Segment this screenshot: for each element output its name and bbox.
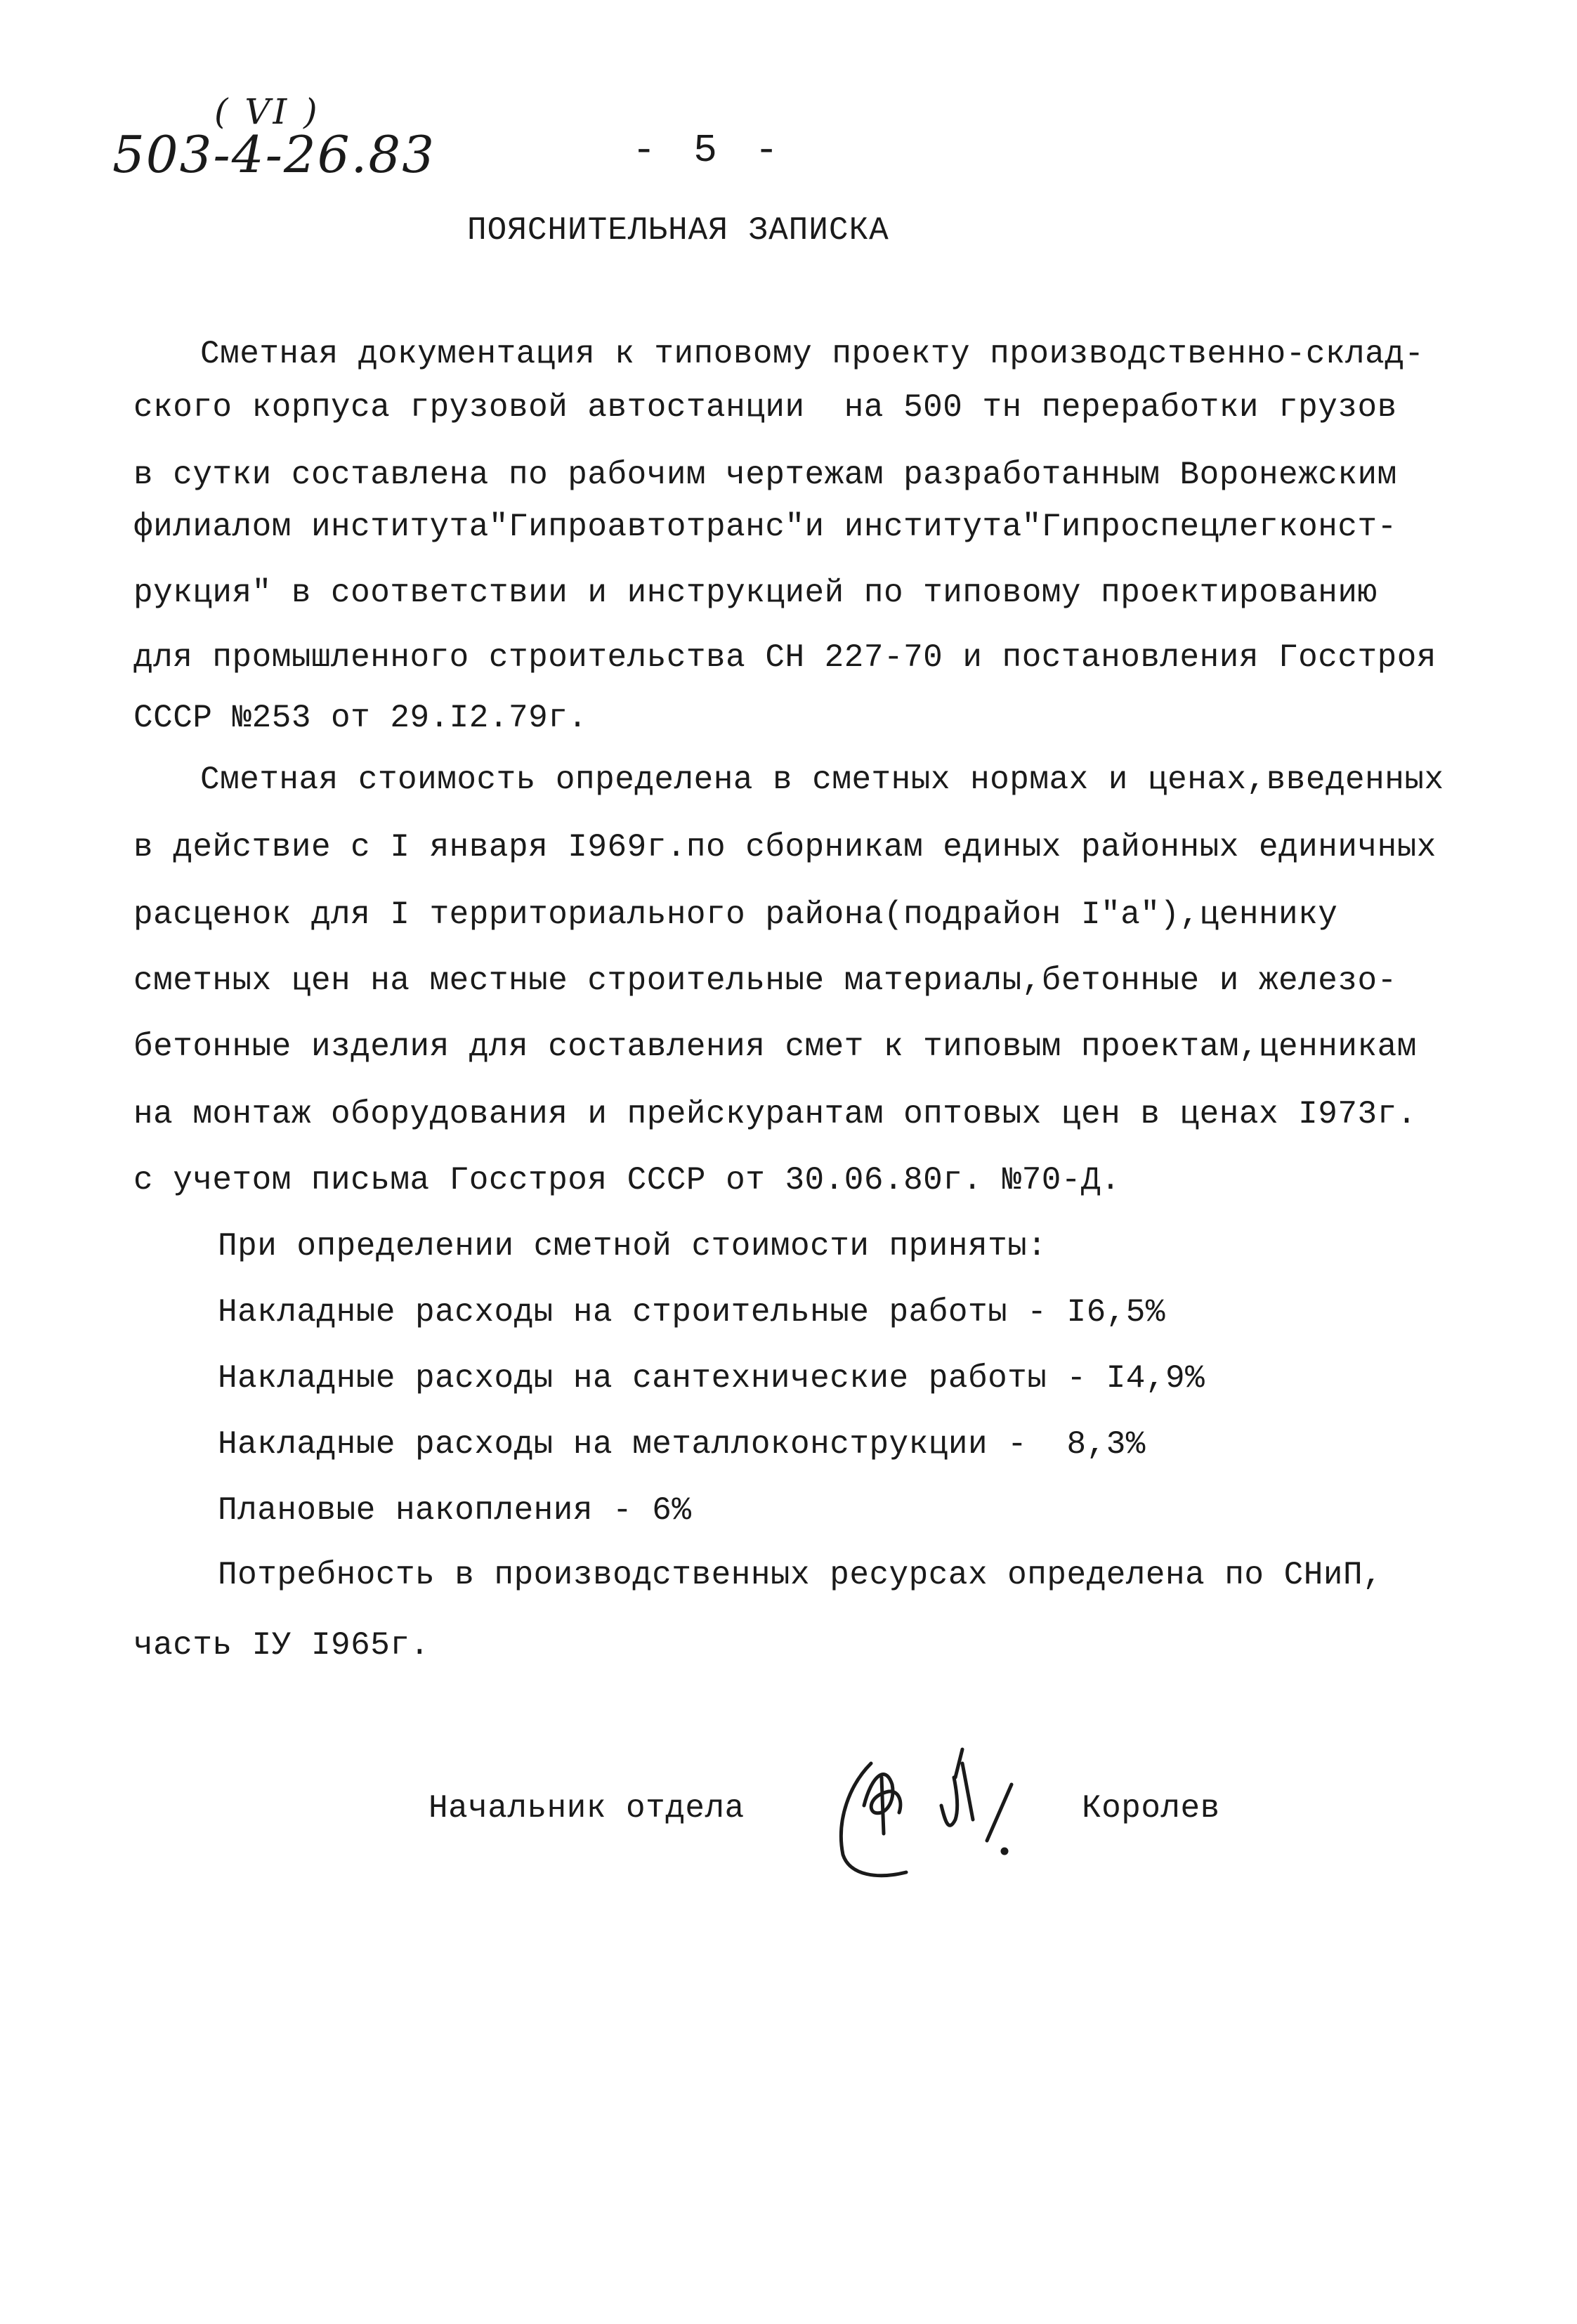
signature-position: Начальник отдела: [428, 1790, 745, 1827]
text-line: рукция" в соответствии и инструкцией по типовому проектированию: [133, 575, 1378, 611]
text-line: СССР №253 от 29.I2.79г.: [133, 700, 588, 736]
planned-savings: Плановые накопления - 6%: [218, 1492, 692, 1529]
signature-name: Королев: [1082, 1790, 1220, 1827]
text-line: Сметная стоимость определена в сметных нормах и ценах,введенных: [200, 762, 1444, 798]
text-line: в сутки составлена по рабочим чертежам разработанным Воронежским: [133, 457, 1397, 493]
overhead-construction: Накладные расходы на строительные работы - I6,5%: [218, 1294, 1166, 1331]
text-line: часть IУ I965г.: [133, 1627, 430, 1664]
text-line: филиалом института"Гипроавтотранс"и института"Гипроспецлегконст-: [133, 509, 1397, 545]
text-line: ского корпуса грузовой автостанции на 500 тн переработки грузов: [133, 389, 1397, 426]
handwritten-signature: [829, 1735, 1068, 1890]
text-line: на монтаж оборудования и прейскурантам оптовых цен в ценах I973г.: [133, 1096, 1417, 1132]
text-line: Потребность в производственных ресурсах определена по СНиП,: [218, 1557, 1383, 1593]
text-line: с учетом письма Госстроя СССР от 30.06.80г. №70-Д.: [133, 1162, 1121, 1199]
document-title: ПОЯСНИТЕЛЬНАЯ ЗАПИСКА: [467, 212, 889, 249]
document-code: 503-4-26.83: [112, 125, 436, 184]
text-line: для промышленного строительства СН 227-70 и постановления Госстроя: [133, 639, 1437, 676]
text-line: расценок для I территориального района(подрайон I"а"),ценнику: [133, 896, 1338, 933]
text-line: сметных цен на местные строительные материалы,бетонные и железо-: [133, 962, 1397, 999]
volume-mark: ( VI ): [214, 91, 320, 132]
text-line: в действие с I января I969г.по сборникам единых районных единичных: [133, 829, 1437, 866]
text-line: При определении сметной стоимости приняты:: [218, 1228, 1047, 1265]
page-number: - 5 -: [632, 128, 786, 173]
overhead-plumbing: Накладные расходы на сантехнические работы - I4,9%: [218, 1360, 1205, 1397]
overhead-metal: Накладные расходы на металлоконструкции - 8,3%: [218, 1426, 1146, 1463]
text-line: Сметная документация к типовому проекту производственно-склад-: [200, 336, 1425, 372]
text-line: бетонные изделия для составления смет к типовым проектам,ценникам: [133, 1029, 1417, 1065]
